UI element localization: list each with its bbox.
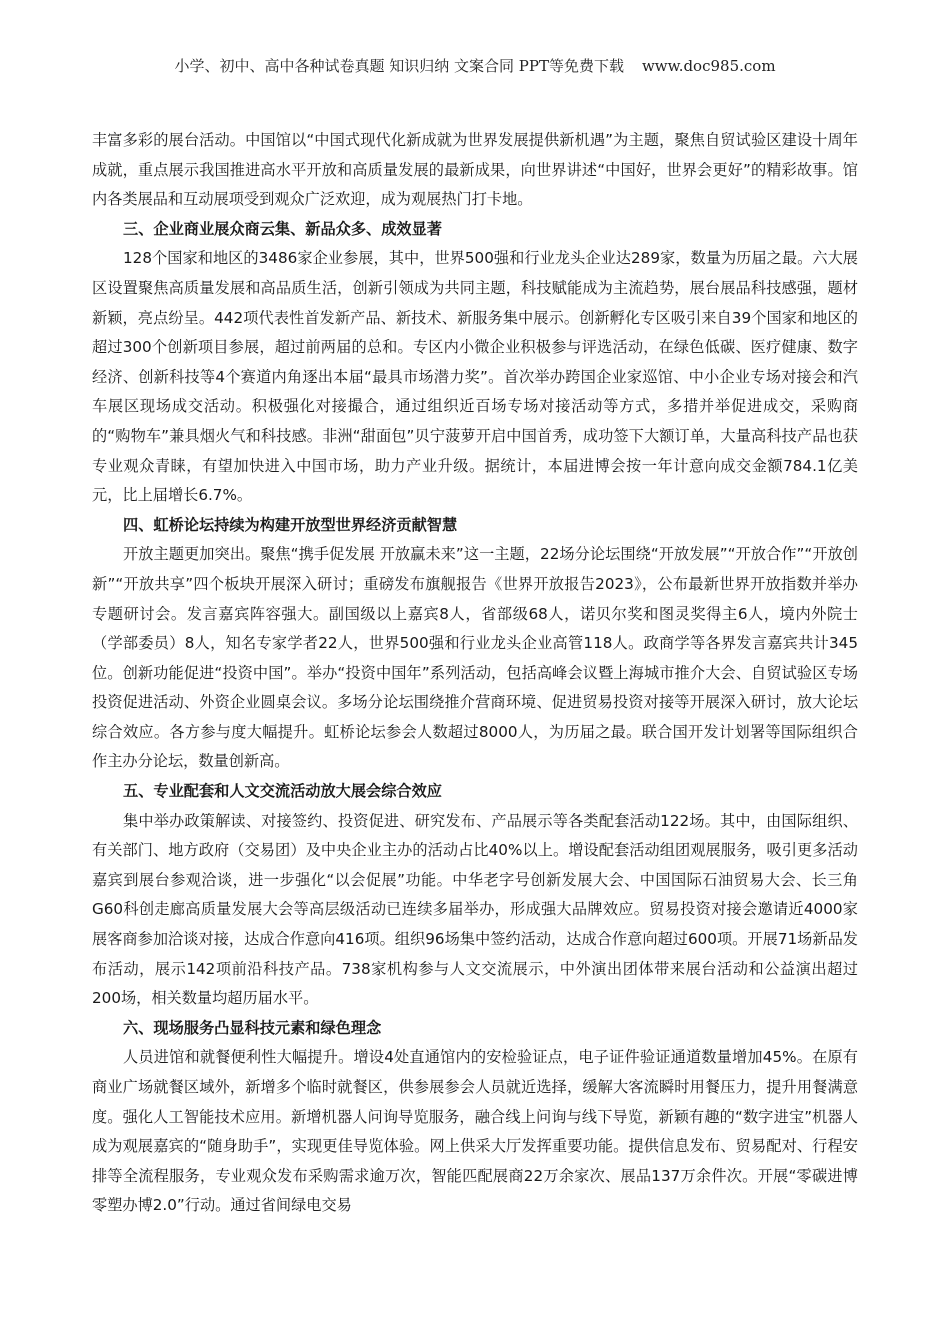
paragraph-section-4: 开放主题更加突出。聚焦“携手促发展 开放赢未来”这一主题，22场分论坛围绕“开放发展”“开放合作”“开放创新”“开放共享”四个板块开展深入研讨；重磅发布旗舰报告《世界开放报告2023》，公布最新世界开放指数并举办专题研讨会。发言嘉宾阵容强大。副国级以上嘉宾8人，省部级68人，诺贝尔奖和图灵奖得主6人，境内外院士（学部委员）8人，知名专家学者22人，世界500强和行业龙头企业高管118人。政商学等各界发言嘉宾共计345位。创新功能促进“投资中国”。举办“投资中国年”系列活动，包括高峰会议暨上海城市推介大会、自贸试验区专场投资促进活动、外资企业圆桌会议。多场分论坛围绕推介营商环境、促进贸易投资对接等开展深入研讨，放大论坛综合效应。各方参与度大幅提升。虹桥论坛参会人数超过8000人，为历届之最。联合国开发计划署等国际组织合作主办分论坛，数量创新高。 <box>92 545 858 771</box>
header-url-link[interactable]: www.doc985.com <box>641 57 776 75</box>
paragraph-intro: 丰富多彩的展台活动。中国馆以“中国式现代化新成就为世界发展提供新机遇”为主题，聚焦自贸试验区建设十周年成就，重点展示我国推进高水平开放和高质量发展的最新成果，向世界讲述“中国好，世界会更好”的精彩故事。馆内各类展品和互动展项受到观众广泛欢迎，成为观展热门打卡地。 <box>92 131 858 209</box>
section-heading-5: 五、专业配套和人文交流活动放大展会综合效应 <box>123 782 442 801</box>
paragraph-section-3: 128个国家和地区的3486家企业参展，其中，世界500强和行业龙头企业达289家，数量为历届之最。六大展区设置聚焦高质量发展和高品质生活，创新引领成为共同主题，科技赋能成为主流趋势，展台展品科技感强，题材新颖，亮点纷呈。442项代表性首发新产品、新技术、新服务集中展示。创新孵化专区吸引来自39个国家和地区的超过300个创新项目参展，超过前两届的总和。专区内小微企业积极参与评选活动，在绿色低碳、医疗健康、数字经济、创新科技等4个赛道内角逐出本届“最具市场潜力奖”。首次举办跨国企业家巡馆、中小企业专场对接会和汽车展区现场成交活动。积极强化对接撮合，通过组织近百场专场对接活动等方式，多措并举促进成交，采购商的“购物车”兼具烟火气和科技感。非洲“甜面包”贝宁菠萝开启中国首秀，成功签下大额订单，大量高科技产品也获专业观众青睐，有望加快进入中国市场，助力产业升级。据统计，本届进博会按一年计意向成交金额784.1亿美元，比上届增长6.7%。 <box>92 249 858 505</box>
section-heading-6: 六、现场服务凸显科技元素和绿色理念 <box>123 1018 382 1037</box>
section-heading-4: 四、虹桥论坛持续为构建开放型世界经济贡献智慧 <box>123 515 458 534</box>
document-body <box>92 126 858 1221</box>
header-text: 小学、初中、高中各种试卷真题 知识归纳 文案合同 PPT等免费下载 <box>174 57 624 75</box>
paragraph-section-6: 人员进馆和就餐便利性大幅提升。增设4处直通馆内的安检验证点，电子证件验证通道数量增加45%。在原有商业广场就餐区域外，新增多个临时就餐区，供参展参会人员就近选择，缓解大客流瞬时用餐压力，提升用餐满意度。强化人工智能技术应用。新增机器人问询导览服务，融合线上问询与线下导览，新颖有趣的“数字进宝”机器人成为观展嘉宾的“随身助手”，实现更佳导览体验。网上供采大厅发挥重要功能。提供信息发布、贸易配对、行程安排等全流程服务，专业观众发布采购需求逾万次，智能匹配展商22万余家次、展品137万余件次。开展“零碳进博 零塑办博2.0”行动。通过省间绿电交易 <box>92 1048 858 1215</box>
page-header <box>0 55 950 76</box>
section-heading-3: 三、企业商业展众商云集、新品众多、成效显著 <box>123 219 442 238</box>
paragraph-section-5: 集中举办政策解读、对接签约、投资促进、研究发布、产品展示等各类配套活动122场。其中，由国际组织、有关部门、地方政府（交易团）及中央企业主办的活动占比40%以上。增设配套活动组团观展服务，吸引更多活动嘉宾到展台参观洽谈，进一步强化“以会促展”功能。中华老字号创新发展大会、中国国际石油贸易大会、长三角G60科创走廊高质量发展大会等高层级活动已连续多届举办，形成强大品牌效应。贸易投资对接会邀请近4000家展客商参加洽谈对接，达成合作意向416项。组织96场集中签约活动，达成合作意向超过600项。开展71场新品发布活动，展示142项前沿科技产品。738家机构参与人文交流展示，中外演出团体带来展台活动和公益演出超过200场，相关数量均超历届水平。 <box>92 811 858 1008</box>
